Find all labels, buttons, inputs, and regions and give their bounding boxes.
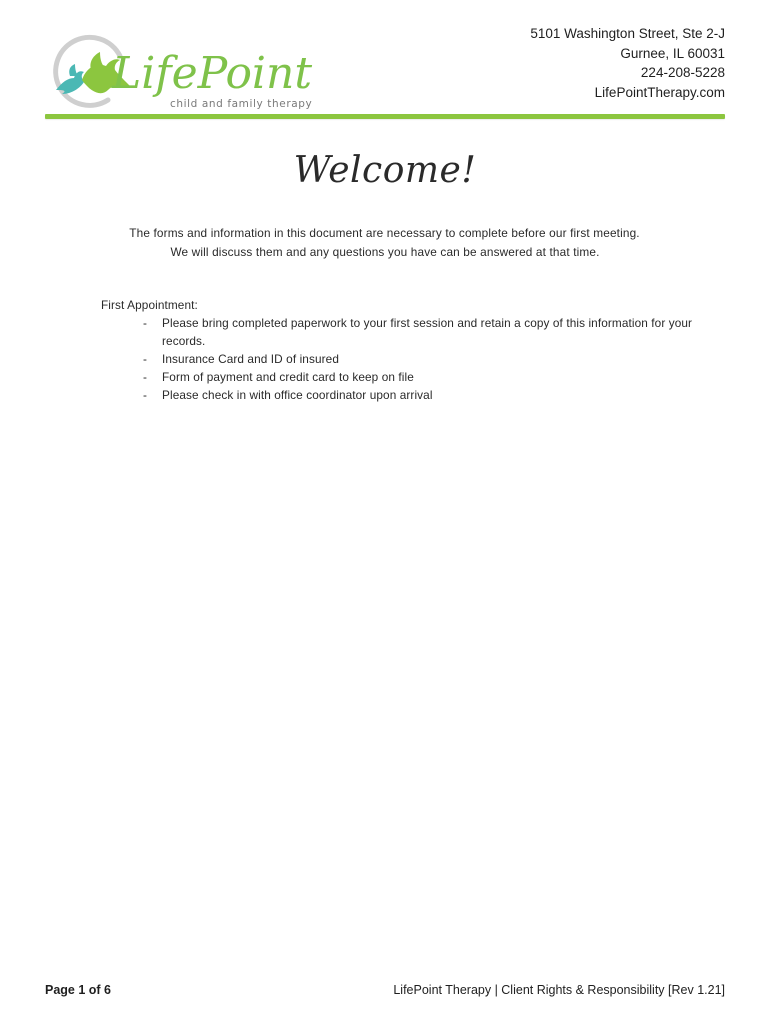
list-item [101,314,731,350]
dash-bullet: - [143,316,148,330]
page-number: Page 1 of 6 [45,983,111,997]
first-appointment-list [101,314,731,404]
lifepoint-logo [48,28,318,114]
header-divider [45,114,725,119]
address-street: 5101 Washington Street, Ste 2-J [530,26,725,41]
intro-line-2: We will discuss them and any questions you have can be answered at that time. [170,244,600,259]
footer-document-info: LifePoint Therapy | Client Rights & Responsibility [Rev 1.21] [393,983,725,997]
first-appointment-heading: First Appointment: [101,298,198,312]
list-item-text: Please check in with office coordinator upon arrival [162,388,433,402]
address-city: Gurnee, IL 60031 [620,45,725,61]
list-item [101,368,731,386]
intro-paragraph [0,224,770,261]
list-item [101,350,731,368]
logo-tagline: child and family therapy [170,98,313,110]
birds-logo-icon [48,28,318,114]
first-appointment-section [101,296,731,404]
page-title: Welcome! [293,150,477,191]
dash-bullet: - [143,370,148,384]
list-item-text: Please bring completed paperwork to your first session and retain a copy of this information for your records. [162,316,693,348]
list-item [101,386,731,404]
dash-bullet: - [143,352,148,366]
address-block [530,24,725,102]
address-website[interactable]: LifePointTherapy.com [594,84,725,100]
address-phone: 224-208-5228 [640,65,725,80]
logo-wordmark: LifePoint [112,48,313,99]
intro-line-1: The forms and information in this document are necessary to complete before our first meeting. [129,226,640,240]
list-item-text: Insurance Card and ID of insured [162,352,339,366]
list-item-text: Form of payment and credit card to keep on file [162,370,414,384]
dash-bullet: - [143,388,148,402]
